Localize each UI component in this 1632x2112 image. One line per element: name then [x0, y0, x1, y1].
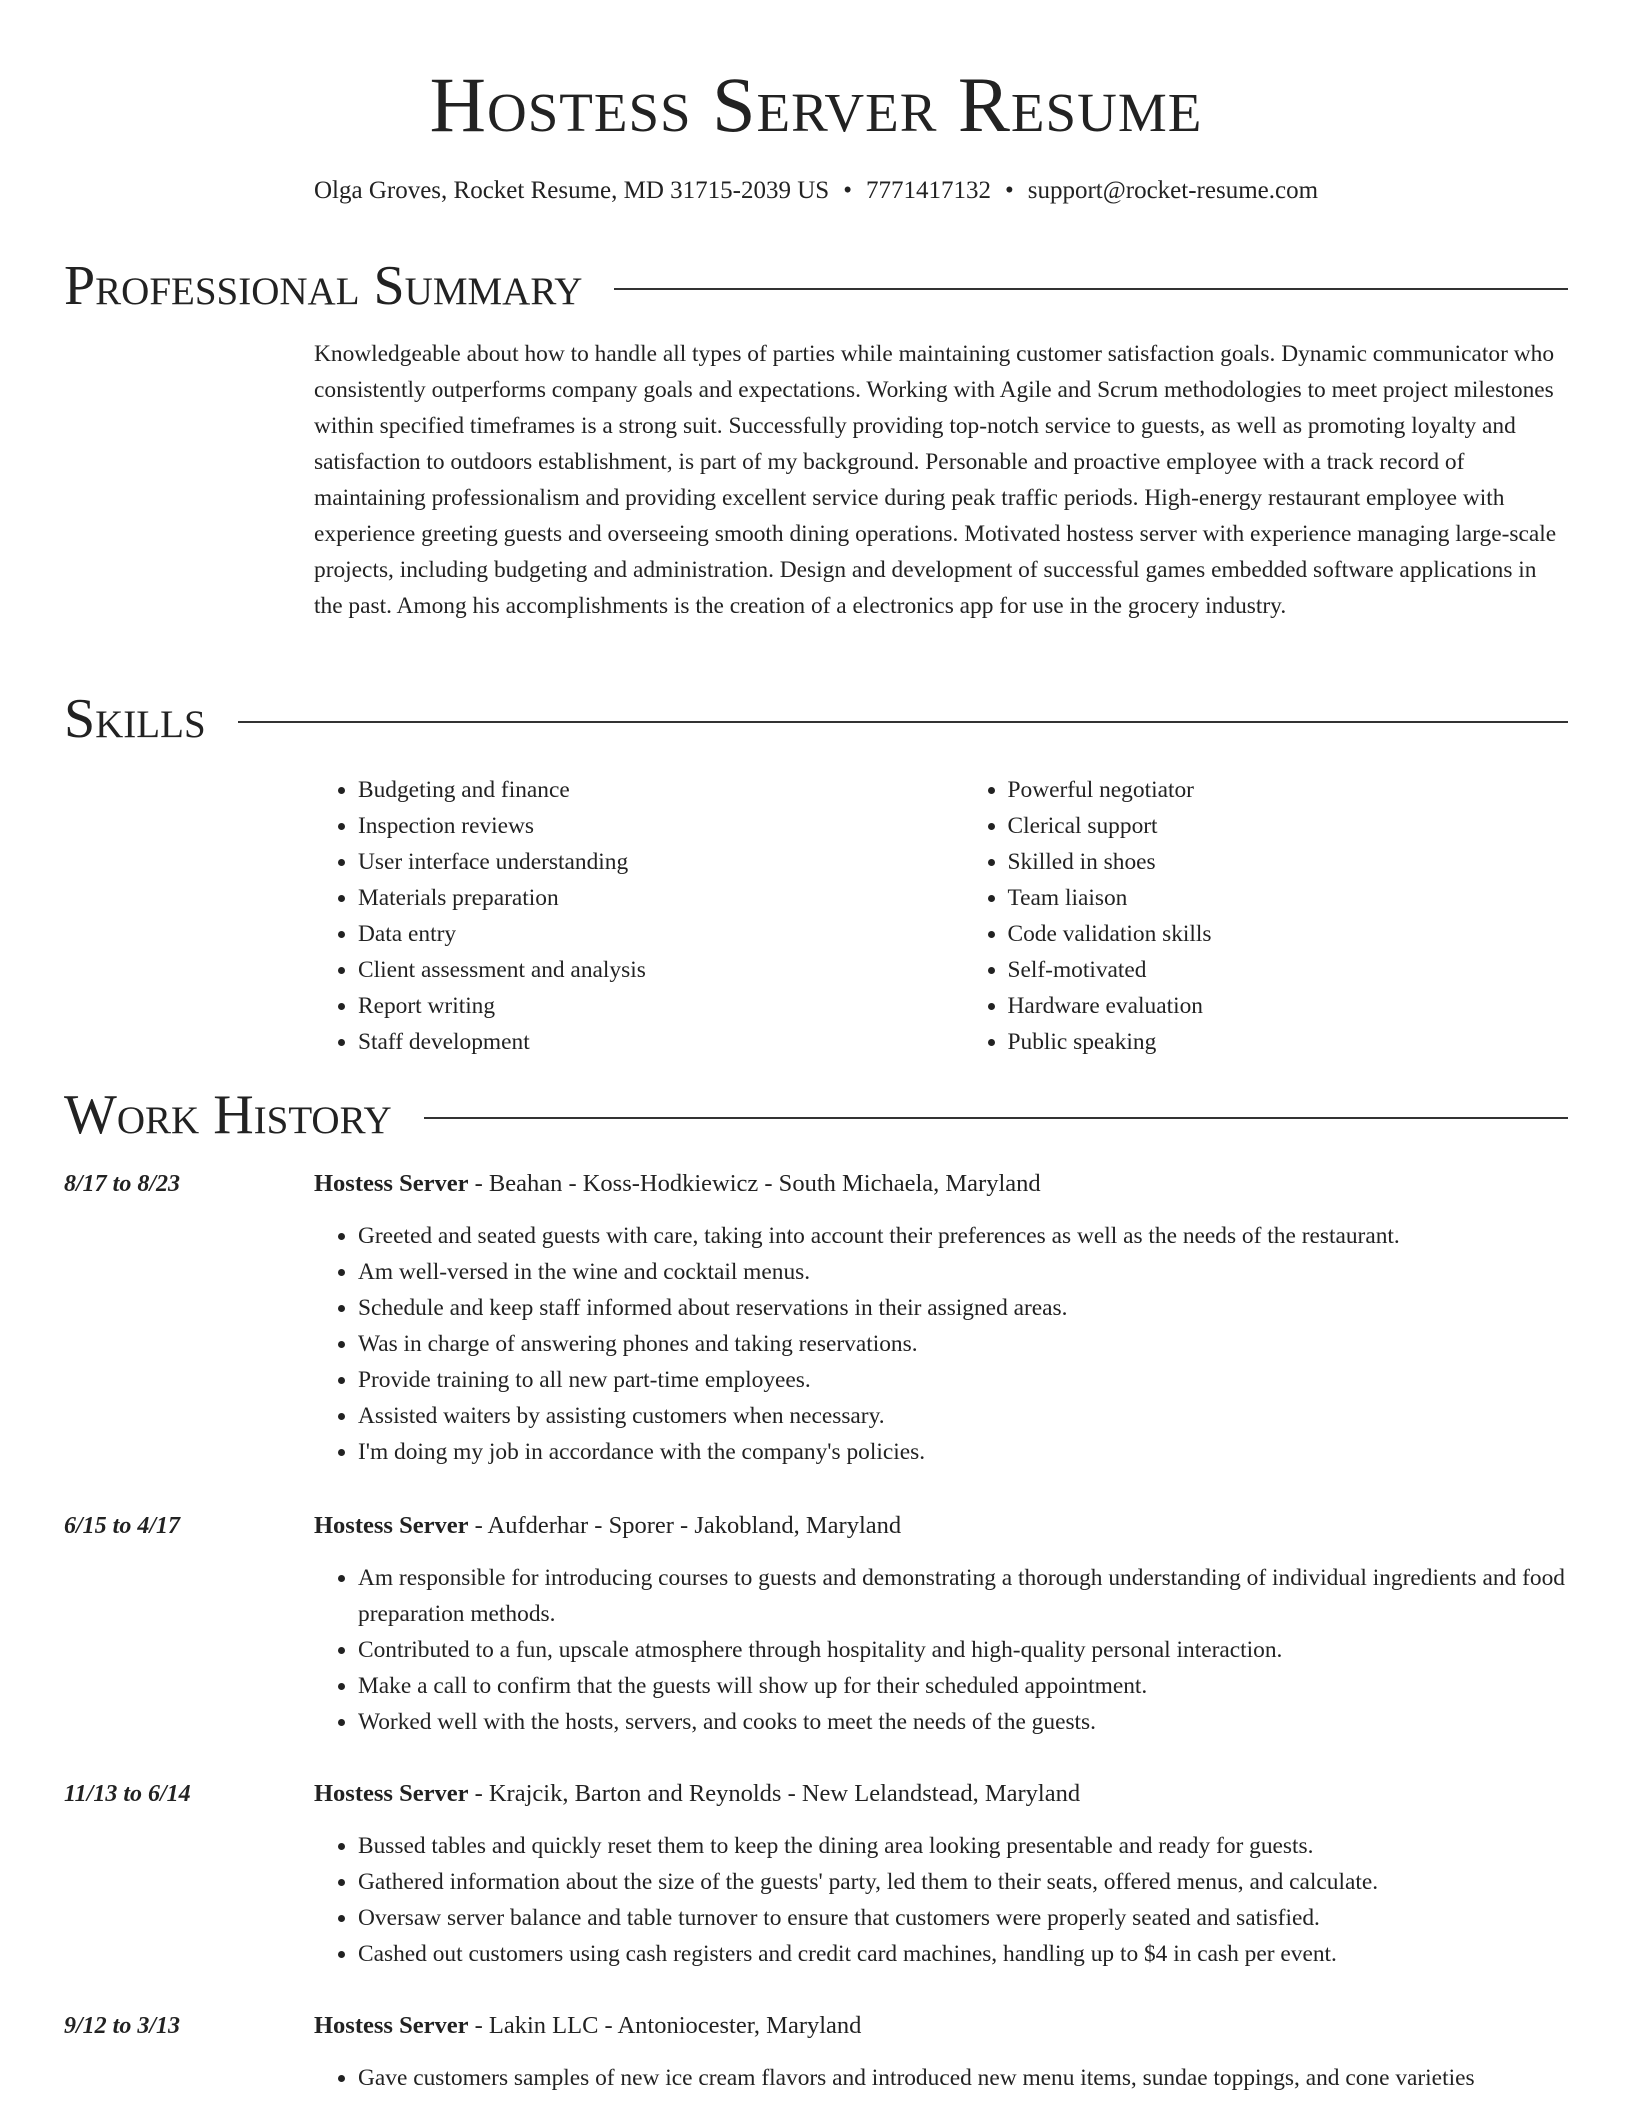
skill-item: • Staff development: [358, 1024, 920, 1060]
skills-columns: [314, 772, 1569, 1060]
job-bullets: [314, 1218, 1569, 1470]
skills-heading: Skills: [64, 688, 206, 750]
skill-item: • Self-motivated: [1008, 952, 1570, 988]
work-divider: [424, 1117, 1568, 1119]
job-details: - Krajcik, Barton and Reynolds - New Lelandstead, Maryland: [468, 1780, 1081, 1807]
skills-list-left: [314, 772, 920, 1060]
skill-item: • Public speaking: [1008, 1024, 1570, 1060]
skill-item: • Team liaison: [1008, 880, 1570, 916]
job-bullet: • Schedule and keep staff informed about reservations in their assigned areas.: [358, 1290, 1569, 1326]
skill-item: • Client assessment and analysis: [358, 952, 920, 988]
job-bullets: [314, 1828, 1569, 1972]
job-bullet: • Am well-versed in the wine and cocktail menus.: [358, 1254, 1569, 1290]
summary-divider: [614, 288, 1568, 290]
skill-item: • Skilled in shoes: [1008, 844, 1570, 880]
skill-item: • Materials preparation: [358, 880, 920, 916]
skill-item: • Hardware evaluation: [1008, 988, 1570, 1024]
contact-separator: •: [1004, 177, 1014, 204]
skill-item: • Clerical support: [1008, 808, 1570, 844]
work-heading: Work History: [64, 1084, 392, 1146]
job-bullet: • Bussed tables and quickly reset them to keep the dining area looking presentable and ready for guests.: [358, 1828, 1569, 1864]
job-dates: 6/15 to 4/17: [64, 1513, 181, 1539]
summary-heading: Professional Summary: [64, 255, 583, 317]
skill-item: • Report writing: [358, 988, 920, 1024]
skills-heading-row: [64, 684, 1568, 754]
job-bullets: [314, 1560, 1569, 1740]
skill-item: • Inspection reviews: [358, 808, 920, 844]
job-details: - Lakin LLC - Antoniocester, Maryland: [468, 2012, 862, 2039]
job-bullet: • Cashed out customers using cash registers and credit card machines, handling up to $4 in cash per event.: [358, 1936, 1569, 1972]
job-bullet: • Am responsible for introducing courses to guests and demonstrating a thorough understanding of individual ingredients and food preparation methods.: [358, 1560, 1569, 1632]
job-bullet: • Assisted waiters by assisting customers when necessary.: [358, 1398, 1569, 1434]
job-header: [314, 1776, 1080, 1812]
skills-divider: [238, 721, 1568, 723]
job-bullet: • Contributed to a fun, upscale atmosphere through hospitality and high-quality personal interaction.: [358, 1632, 1569, 1668]
job-header: [314, 1166, 1041, 1202]
job-bullet: • Gathered information about the size of the guests' party, led them to their seats, offered menus, and calculate.: [358, 1864, 1569, 1900]
skill-item: • Powerful negotiator: [1008, 772, 1570, 808]
skill-item: • User interface understanding: [358, 844, 920, 880]
job-bullet: • Was in charge of answering phones and taking reservations.: [358, 1326, 1569, 1362]
job-bullet: • Oversaw server balance and table turnover to ensure that customers were properly seated and satisfied.: [358, 1900, 1569, 1936]
job-role: Hostess Server: [314, 1170, 469, 1197]
resume-title: Hostess Server Resume: [429, 61, 1203, 148]
job-bullet: • Worked well with the hosts, servers, and cooks to meet the needs of the guests.: [358, 1704, 1569, 1740]
summary-text: Knowledgeable about how to handle all types of parties while maintaining customer satisfaction goals. Dynamic communicator who consistently outperforms company goals and expectations. Working with Agile and Scrum methodologies to meet project milestones within specified timeframes is a strong suit. Successfully providing top-notch service to guests, as well as promoting loyalty and satisfaction to outdoors establishment, is part of my background. Personable and proactive employee with a track record of maintaining professionalism and providing excellent service during peak traffic periods. High-energy restaurant employee with experience greeting guests and overseeing smooth dining operations. Motivated hostess server with experience managing large-scale projects, including budgeting and administration. Design and development of successful games embedded software applications in the past. Among his accomplishments is the creation of a electronics app for use in the grocery industry.: [314, 341, 1557, 619]
job-role: Hostess Server: [314, 1512, 469, 1539]
contact-phone: 7771417132: [865, 177, 991, 204]
skill-item: • Data entry: [358, 916, 920, 952]
job-dates: 11/13 to 6/14: [64, 1781, 191, 1807]
skill-item: • Budgeting and finance: [358, 772, 920, 808]
job-role: Hostess Server: [314, 2012, 469, 2039]
contact-address: Olga Groves, Rocket Resume, MD 31715-2039 US: [313, 177, 830, 204]
job-dates: 8/17 to 8/23: [64, 1171, 181, 1197]
job-bullet: • I'm doing my job in accordance with the company's policies.: [358, 1434, 1569, 1470]
job-header: [314, 1508, 901, 1544]
job-bullet: • Provide training to all new part-time employees.: [358, 1362, 1569, 1398]
job-details: - Aufderhar - Sporer - Jakobland, Maryland: [468, 1512, 902, 1539]
contact-line: [0, 174, 1632, 208]
job-header: [314, 2008, 861, 2044]
job-details: - Beahan - Koss-Hodkiewicz - South Michaela, Maryland: [468, 1170, 1041, 1197]
job-bullets: [314, 2060, 1569, 2096]
job-bullet: • Make a call to confirm that the guests will show up for their scheduled appointment.: [358, 1668, 1569, 1704]
job-dates: 9/12 to 3/13: [64, 2013, 181, 2039]
job-bullet: • Greeted and seated guests with care, taking into account their preferences as well as the needs of the restaurant.: [358, 1218, 1569, 1254]
job-bullet: • Gave customers samples of new ice cream flavors and introduced new menu items, sundae toppings, and cone varieties: [358, 2060, 1569, 2096]
contact-separator: •: [843, 177, 852, 204]
skill-item: • Code validation skills: [1008, 916, 1570, 952]
skills-list-right: [964, 772, 1570, 1060]
summary-heading-row: [64, 251, 1568, 321]
work-heading-row: [64, 1080, 1568, 1150]
job-role: Hostess Server: [314, 1780, 469, 1807]
contact-email: support@rocket-resume.com: [1027, 177, 1319, 204]
